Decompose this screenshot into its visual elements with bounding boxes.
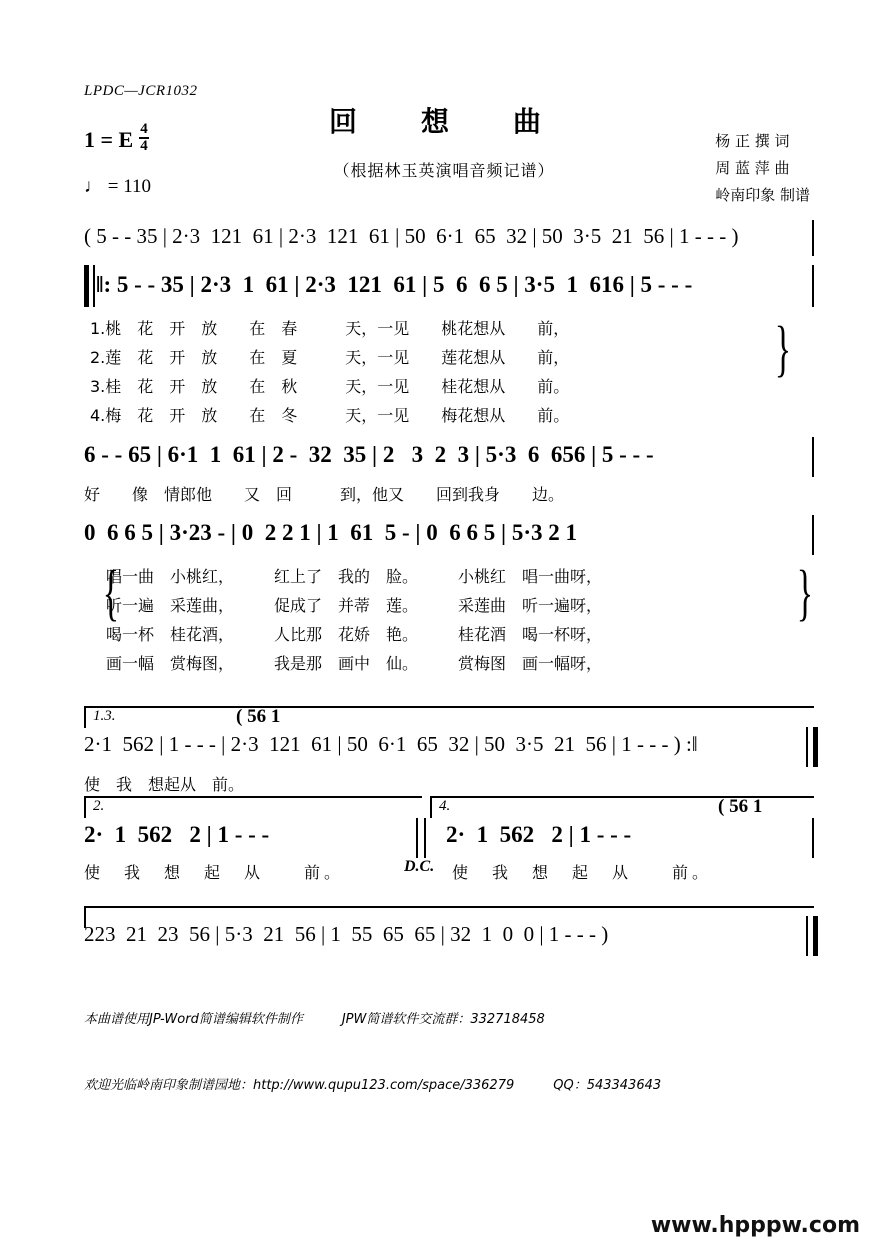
footer <box>84 965 661 1141</box>
system-2-notes: 6 - - 65 | 6·1 1 61 | 2 - 32 35 | 2 3 2 3 | 5·3 6 656 | 5 - - - <box>84 442 654 467</box>
system-1-notes: ‖: 5 - - 35 | 2·3 1 61 | 2·3 121 61 | 5 6 6 5 | 3·5 1 616 | 5 - - - <box>96 272 693 297</box>
repeat-end-thick <box>813 727 818 767</box>
footer-line-1: 本曲谱使用JP-Word简谱编辑软件制作 JPW简谱软件交流群：332718458 <box>84 1012 545 1027</box>
lyric2-verse-3: 喝一杯 桂花酒， 人比那 花娇 艳。 桂花酒 喝一杯呀， <box>106 625 603 644</box>
intro-notes: ( 5 - - 35 | 2·3 121 61 | 2·3 121 61 | 50 6·1 65 32 | 50 3·5 21 56 | 1 - - - ) <box>84 224 739 248</box>
system-6 <box>84 922 824 947</box>
system-5-left-lyrics <box>84 860 414 883</box>
system-3-end-barline <box>812 515 814 555</box>
ending-label-4: 4. <box>439 798 451 814</box>
dc-marking: D.C. <box>404 858 435 875</box>
system-4-notes: 2·1 562 | 1 - - - | 2·3 121 61 | 50 6·1 65 32 | 50 3·5 21 56 | 1 - - - ) :‖ <box>84 732 698 756</box>
system-4 <box>84 732 824 757</box>
lyric4-verse-2: 使 我 想 起 从 前。 <box>84 863 345 882</box>
catalog-number: LPDC—JCR1032 <box>84 83 198 99</box>
lyric4-verse-4: 使 我 想 起 从 前。 <box>452 863 713 882</box>
lyric-verse-4: 4.梅 花 开 放 在 冬 天，一见 梅花想从 前。 <box>90 406 570 425</box>
system-2-lyrics <box>84 482 824 505</box>
verse-brace-1: } <box>774 315 792 383</box>
system-4-lyrics <box>84 772 824 795</box>
system-1-lyrics <box>84 314 824 430</box>
watermark: www.hpppw.com <box>650 1213 860 1238</box>
system-intro <box>84 224 814 249</box>
system-5-mid-thin-1 <box>416 818 418 858</box>
page-subtitle: （根据林玉英演唱音频记谱） <box>333 161 555 180</box>
system-5-left-notes: 2· 1 562 2 | 1 - - - <box>84 822 270 847</box>
lyric2-verse-2: 听一遍 采莲曲， 促成了 并蒂 莲。 采莲曲 听一遍呀， <box>106 596 603 615</box>
credit-composer: 周 蓝 萍 曲 <box>715 159 790 177</box>
verse-brace-open-2: { <box>102 559 120 627</box>
tempo-marking: ♩ = 110 <box>84 176 152 197</box>
final-barline-thick <box>813 916 818 956</box>
ending-bracket-note-1-3: ( 56 1 <box>236 706 281 727</box>
credit-lyricist: 杨 正 撰 词 <box>715 132 790 150</box>
system-3-notes: 0 6 6 5 | 3·23 - | 0 2 2 1 | 1 61 5 - | 0 6 6 5 | 5·3 2 1 <box>84 520 577 545</box>
lyric-verse-3: 3.桂 花 开 放 在 秋 天，一见 桂花想从 前。 <box>90 377 570 396</box>
verse-brace-close-2: } <box>796 559 814 627</box>
ending-box-1-3 <box>84 706 814 728</box>
system-5-right <box>446 822 816 848</box>
system-3-lyrics <box>84 559 824 678</box>
footer-line-2: 欢迎光临岭南印象制谱园地：http://www.qupu123.com/space/336279 QQ：543343643 <box>84 1078 662 1093</box>
system-5-end-barline <box>812 818 814 858</box>
key-signature <box>84 122 149 154</box>
lyric3-verse-1: 使 我 想起从 前。 <box>84 775 245 794</box>
system-3 <box>84 520 824 546</box>
ending-label-2: 2. <box>93 798 105 814</box>
system-2 <box>84 442 824 468</box>
ending-bracket-note-4: ( 56 1 <box>718 796 763 817</box>
ending-label-1-3: 1.3. <box>93 708 116 724</box>
time-signature: $\frac{4}{4}$ <box>140 121 148 154</box>
system-2-end-barline <box>812 437 814 477</box>
lyric-verse-chorus: 好 像 情郎他 又 回 到，他又 回到我身 边。 <box>84 485 565 504</box>
page-title: 回 想 曲 <box>328 105 559 138</box>
credits <box>715 128 810 209</box>
lyric-verse-1: 1.桃 花 开 放 在 春 天，一见 桃花想从 前， <box>90 319 570 338</box>
ending-box-2 <box>84 796 422 818</box>
system-5-right-notes: 2· 1 562 2 | 1 - - - <box>446 822 632 847</box>
lyric2-verse-4: 画一幅 赏梅图， 我是那 画中 仙。 赏梅图 画一幅呀， <box>106 654 603 673</box>
lyric2-verse-1: 唱一曲 小桃红， 红上了 我的 脸。 小桃红 唱一曲呀， <box>106 567 603 586</box>
system-5-mid-thin-2 <box>424 818 426 858</box>
repeat-end-thin <box>806 727 808 767</box>
system-5-left <box>84 822 414 848</box>
final-barline-thin <box>806 916 808 956</box>
system-5-right-lyrics <box>452 860 812 883</box>
intro-barline <box>812 220 814 256</box>
system-1 <box>84 272 824 298</box>
credit-arranger: 岭南印象 制谱 <box>715 186 810 204</box>
system-6-notes: 223 21 23 56 | 5·3 21 56 | 1 55 65 65 | 32 1 0 0 | 1 - - - ) <box>84 922 609 946</box>
key-label: 1 = E <box>84 127 134 152</box>
lyric-verse-2: 2.莲 花 开 放 在 夏 天，一见 莲花想从 前， <box>90 348 570 367</box>
system-1-end-barline <box>812 265 814 307</box>
